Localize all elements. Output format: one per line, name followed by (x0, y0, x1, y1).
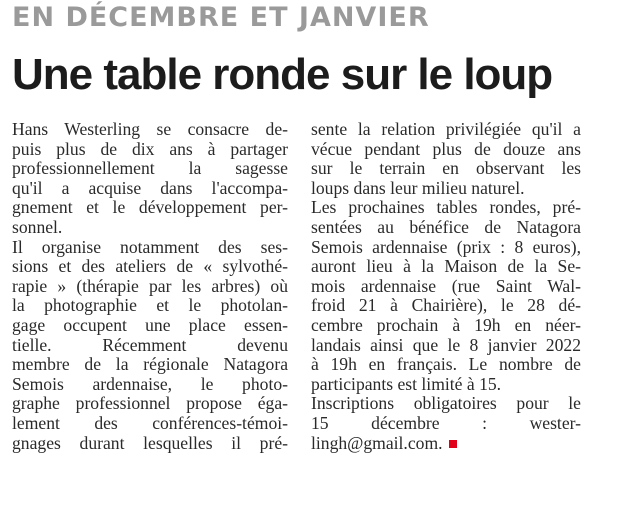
article-column-1 (12, 120, 288, 453)
text-line: professionnellement la sagesse (12, 158, 288, 179)
text-line: membre de la régionale Natagora (12, 354, 288, 375)
text-line: landais ainsi que le 8 janvier 2022 (311, 334, 581, 355)
text-line: Hans Westerling se consacre de- (12, 119, 288, 139)
text-line: auront lieu à la Maison de la Se- (311, 256, 581, 277)
text-line: participants est limité à 15. (311, 373, 502, 394)
text-line: sentées au bénéfice de Natagora (311, 216, 581, 237)
text-line: mois ardennaise (rue Saint Wal- (311, 275, 581, 296)
text-line: gage occupent une place essen- (12, 314, 288, 335)
text-line: lingh@gmail.com. (311, 434, 581, 454)
text-line: sonnel. (12, 216, 63, 237)
text-line: cembre prochain à 19h en néer- (311, 314, 581, 335)
text-line: rapie » (thérapie par les arbres) où (12, 275, 288, 296)
text-line: à 19h en français. Le nombre de (311, 354, 581, 375)
text-line: Semois ardennaise, le photo- (12, 373, 288, 394)
article-column-2 (311, 120, 581, 453)
article-kicker: EN DÉCEMBRE ET JANVIER (12, 2, 430, 33)
text-line: Il organise notamment des ses- (12, 236, 288, 257)
text-line: gnages durant lesquelles il pré- (12, 432, 288, 453)
text-line: lement des conférences-témoi- (12, 412, 288, 433)
text-line: loups dans leur milieu naturel. (311, 177, 525, 198)
end-of-article-mark (449, 440, 457, 448)
text-line: puis plus de dix ans à partager (12, 138, 288, 159)
text-line: sur le terrain en observant les (311, 158, 581, 179)
article-headline: Une table ronde sur le loup (12, 50, 553, 99)
text-line: gnement et le développement per- (12, 197, 288, 218)
text-line: tielle. Récemment devenu (12, 334, 288, 355)
text-line: Semois ardennaise (prix : 8 euros), (311, 236, 581, 257)
text-line: la photographie et le photolan- (12, 295, 288, 316)
text-line: sions et des ateliers de « sylvothé- (12, 256, 288, 277)
text-line: vécue pendant plus de douze ans (311, 138, 581, 159)
text-line: Inscriptions obligatoires pour le (311, 393, 581, 414)
text-line: 15 décembre : wester- (311, 412, 581, 433)
text-line: froid 21 à Chairière), le 28 dé- (311, 295, 581, 316)
text-line: Les prochaines tables rondes, pré- (311, 197, 581, 218)
text-line: graphe professionnel propose éga- (12, 393, 288, 414)
text-line: sente la relation privilégiée qu'il a (311, 119, 581, 139)
text-line: qu'il a acquise dans l'accompa- (12, 177, 288, 198)
